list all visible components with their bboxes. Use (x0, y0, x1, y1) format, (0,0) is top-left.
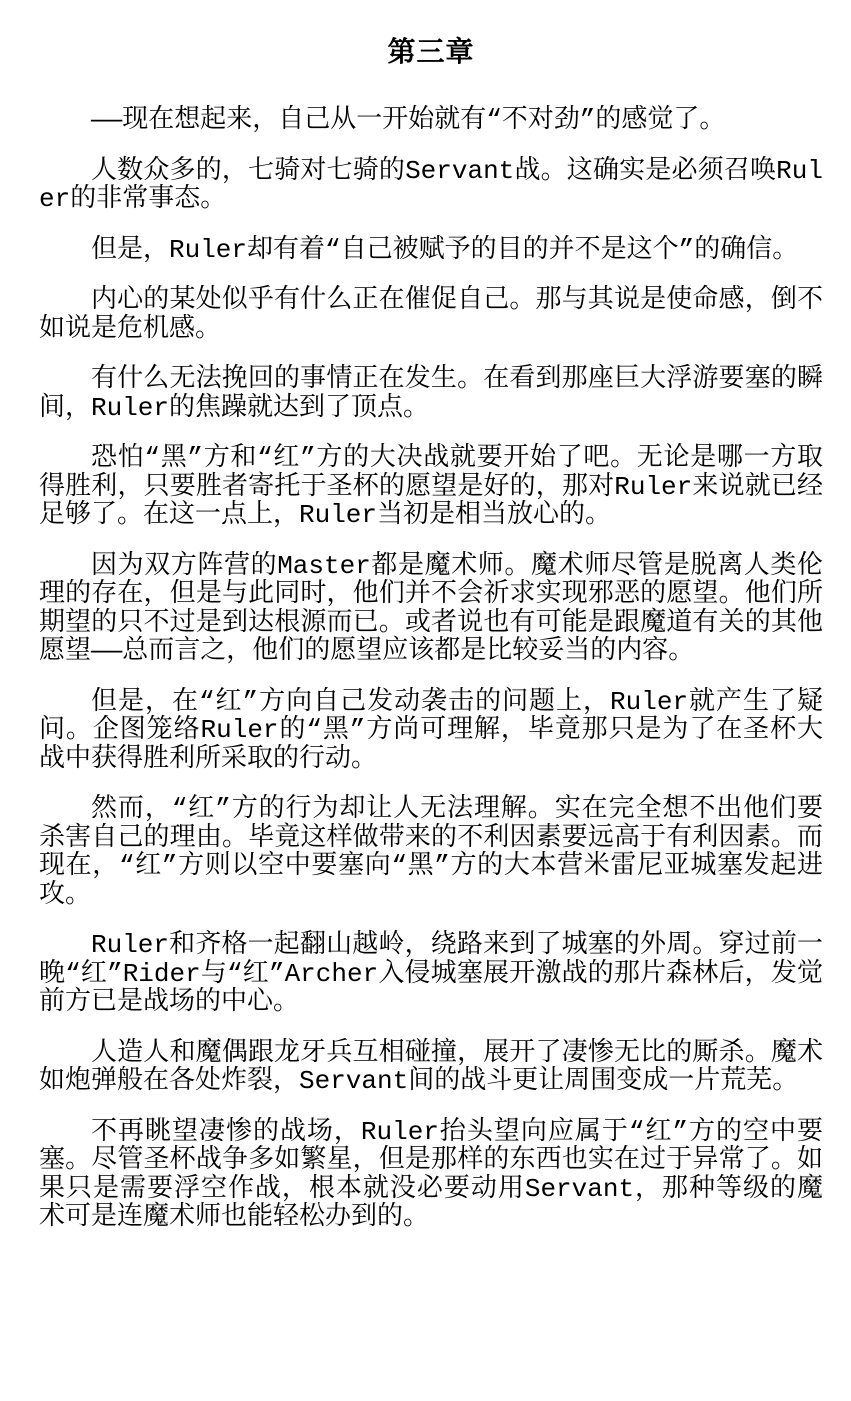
paragraph: 但是，在“红”方向自己发动袭击的问题上，Ruler就产生了疑问。企图笼络Ruler的“黑”方尚可理解，毕竟那只是为了在圣杯大战中获得胜利所采取的行动。 (39, 686, 823, 774)
paragraph: ——现在想起来，自己从一开始就有“不对劲”的感觉了。 (91, 105, 726, 135)
paragraph: 有什么无法挽回的事情正在发生。在看到那座巨大浮游要塞的瞬间，Ruler的焦躁就达到了顶点。 (39, 364, 823, 423)
paragraph: 不再眺望凄惨的战场，Ruler抬头望向应属于“红”方的空中要塞。尽管圣杯战争多如繁星，但是那样的东西也实在过于异常了。如果只是需要浮空作战，根本就没必要动用Servant，那种等级的魔术可是连魔术师也能轻松办到的。 (39, 1116, 823, 1232)
paragraph: 因为双方阵营的Master都是魔术师。魔术师尽管是脱离人类伦理的存在，但是与此同时，他们并不会祈求实现邪恶的愿望。他们所期望的只不过是到达根源而已。或者说也有可能是跟魔道有关的其他愿望——总而言之，他们的愿望应该都是比较妥当的内容。 (39, 550, 823, 666)
paragraph: 然而，“红”方的行为却让人无法理解。实在完全想不出他们要杀害自己的理由。毕竟这样做带来的不利因素要远高于有利因素。而现在，“红”方则以空中要塞向“黑”方的大本营米雷尼亚城塞发起进攻。 (39, 794, 823, 910)
paragraph: 人数众多的，七骑对七骑的Servant战。这确实是必须召唤Ruler的非常事态。 (39, 155, 823, 214)
paragraph: Ruler和齐格一起翻山越岭，绕路来到了城塞的外周。穿过前一晚“红”Rider与“红”Archer入侵城塞展开激战的那片森林后，发觉前方已是战场的中心。 (39, 930, 823, 1017)
paragraph: 人造人和魔偶跟龙牙兵互相碰撞，展开了凄惨无比的厮杀。魔术如炮弹般在各处炸裂，Servant间的战斗更让周围变成一片荒芜。 (39, 1037, 823, 1096)
paragraph: 内心的某处似乎有什么正在催促自己。那与其说是使命感，倒不如说是危机感。 (39, 285, 823, 344)
paragraph: 但是，Ruler却有着“自己被赋予的目的并不是这个”的确信。 (91, 234, 799, 265)
paragraph: 恐怕“黑”方和“红”方的大决战就要开始了吧。无论是哪一方取得胜利，只要胜者寄托于圣杯的愿望是好的，那对Ruler来说就已经足够了。在这一点上，Ruler当初是相当放心的。 (39, 443, 823, 530)
chapter-title: 第三章 (387, 39, 475, 70)
chapter-body (39, 106, 823, 1232)
